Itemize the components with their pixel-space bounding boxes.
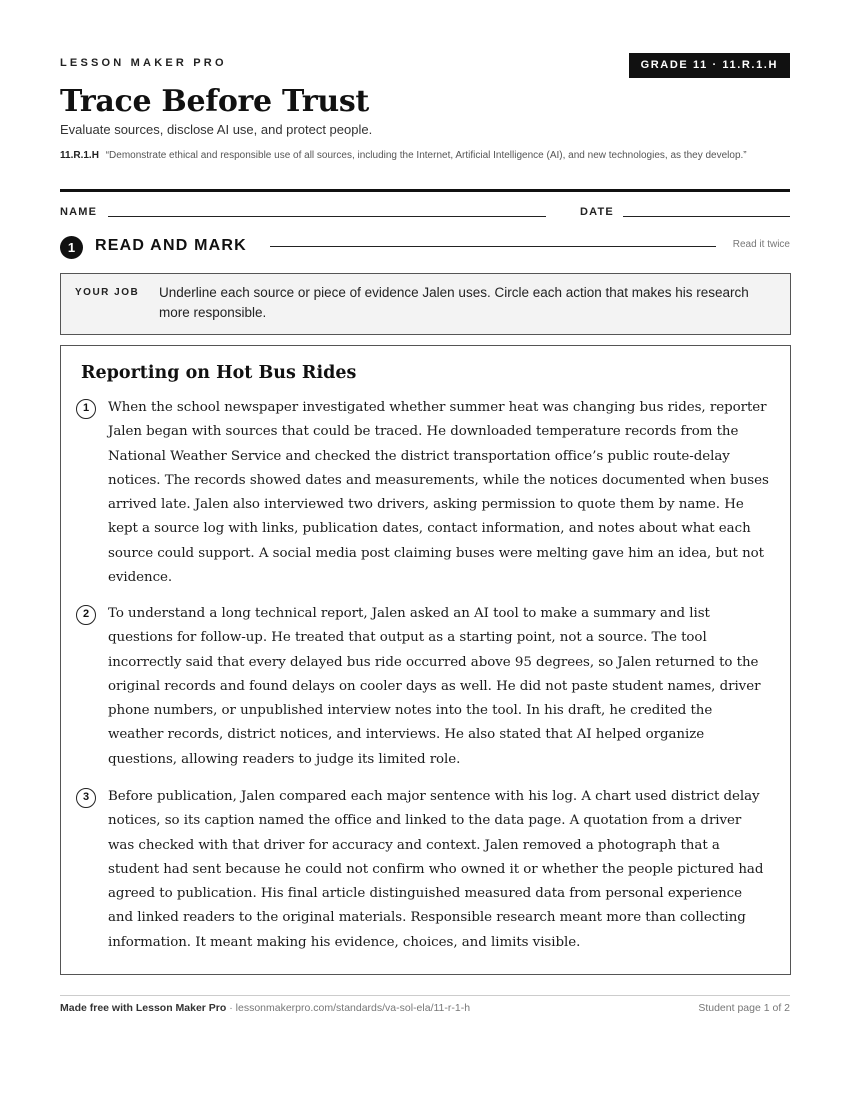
paragraph-number-1: 1 <box>76 399 96 419</box>
standard-code: 11.R.1.H <box>60 150 99 161</box>
section-divider <box>270 246 716 247</box>
footer-divider <box>60 995 790 996</box>
footer-credit <box>60 1002 470 1014</box>
section-number-badge: 1 <box>60 236 83 259</box>
brand-name: LESSON MAKER PRO <box>60 57 227 69</box>
header-divider <box>60 189 790 192</box>
footer-separator: · <box>226 1002 236 1014</box>
instruction-box <box>60 273 791 335</box>
paragraph-3: Before publication, Jalen compared each major sentence with his log. A chart used district delay notices, so its caption named the office and linked to the data page. A quotation from a driver was checked with that driver for accuracy and context. Jalen removed a photograph that a student had sent because he could not confirm who owned it or whether the people pictured had agreed to publication. His final article distinguished measured data from personal experience and linked readers to the original materials. Responsible research meant more than collecting information. It meant making his evidence, choices, and limits visible. <box>108 789 764 950</box>
date-field[interactable] <box>623 216 790 217</box>
section-title: READ AND MARK <box>95 237 247 254</box>
paragraph-2: To understand a long technical report, Jalen asked an AI tool to make a summary and list questions for follow-up. He treated that output as a starting point, not a source. The tool incorrectly said that every delayed bus ride occurred above 95 degrees, so Jalen returned to the original records and found delays on cooler days as well. He did not paste student names, driver phone numbers, or unpublished interview notes into the tool. In his draft, he credited the weather records, district notices, and interviews. He also stated that AI helped organize questions, allowing readers to judge its limited role. <box>108 606 761 767</box>
footer-made-with: Made free with Lesson Maker Pro <box>60 1002 227 1014</box>
standard-text: “Demonstrate ethical and responsible use of all sources, including the Internet, Artificial Intelligence (AI), and new technologies, as they develop.” <box>105 150 747 161</box>
name-label: NAME <box>60 206 98 218</box>
footer-page-number: Student page 1 of 2 <box>698 1002 790 1014</box>
section-note: Read it twice <box>732 239 790 250</box>
date-label: DATE <box>580 206 614 218</box>
name-field[interactable] <box>108 216 546 217</box>
page-subtitle: Evaluate sources, disclose AI use, and protect people. <box>60 122 373 137</box>
reading-passage <box>60 345 791 975</box>
instruction-text: Underline each source or piece of evidence Jalen uses. Circle each action that makes his research more responsible. <box>159 285 749 320</box>
passage-title: Reporting on Hot Bus Rides <box>81 363 357 383</box>
page-title: Trace Before Trust <box>60 84 369 119</box>
paragraph-number-3: 3 <box>76 788 96 808</box>
standard-statement <box>60 148 790 163</box>
paragraph-number-2: 2 <box>76 605 96 625</box>
paragraph-1: When the school newspaper investigated whether summer heat was changing bus rides, reporter Jalen began with sources that could be traced. He downloaded temperature records from the National Weather Service and checked the district transportation office’s public route-delay notices. The records showed dates and measurements, while the notices documented when buses arrived late. Jalen also interviewed two drivers, asking permission to quote them by name. He kept a source log with links, publication dates, contact information, and notes about what each source could support. A social media post claiming buses were melting gave him an idea, but not evidence. <box>108 400 769 586</box>
footer-url[interactable]: lessonmakerpro.com/standards/va-sol-ela/11-r-1-h <box>235 1002 471 1014</box>
instruction-label: YOUR JOB <box>75 287 140 298</box>
grade-badge: GRADE 11 · 11.R.1.H <box>629 53 790 78</box>
